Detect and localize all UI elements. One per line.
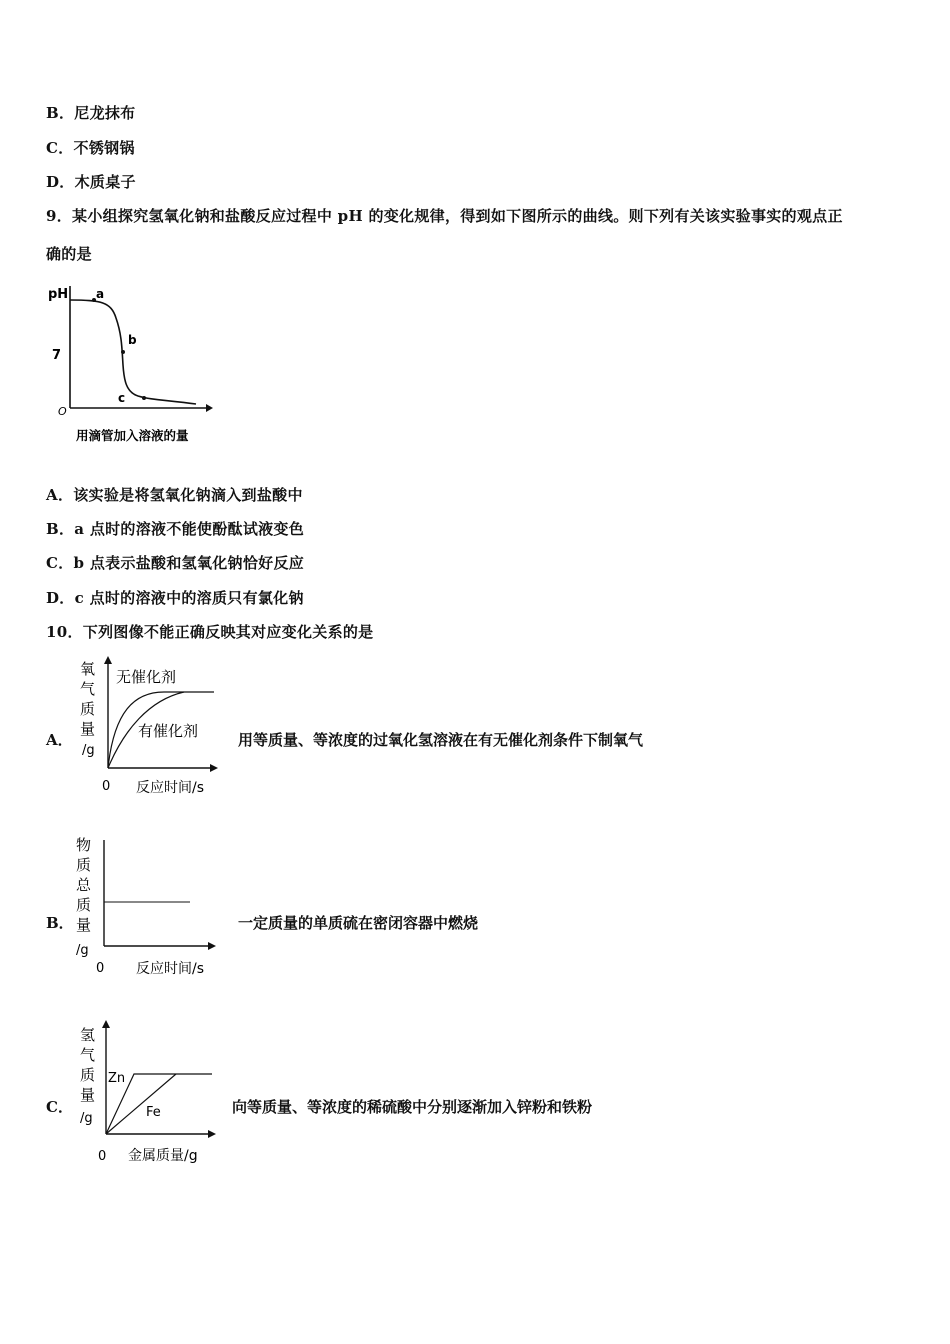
q10-option-c-caption: 向等质量、等浓度的稀硫酸中分别逐渐加入锌粉和铁粉 [232, 1098, 593, 1116]
q10c-series2-label: Fe [146, 1105, 161, 1120]
q10-option-a-label: A． [46, 731, 73, 749]
q9-option-c: C．b 点表示盐酸和氢氧化钠恰好反应 [46, 554, 305, 572]
q10c-origin: 0 [98, 1149, 107, 1164]
q9-point-b-dot [121, 350, 125, 354]
q9-y-tick-7: 7 [52, 348, 62, 363]
q10-option-c-label: C． [46, 1098, 73, 1116]
q10b-y-label-char-1: 物 [76, 836, 92, 854]
q9-option-a: A．该实验是将氢氧化钠滴入到盐酸中 [46, 486, 303, 504]
q10a-x-arrow [210, 764, 218, 772]
q10a-curve2-label: 有催化剂 [138, 722, 199, 740]
q10-option-b-label: B． [46, 914, 74, 932]
q10a-y-label-char-1: 氧 [80, 660, 96, 678]
q10-stem: 10．下列图像不能正确反映其对应变化关系的是 [46, 623, 374, 641]
q10c-series1-label: Zn [108, 1071, 126, 1086]
q10b-y-label-char-3: 总 [76, 876, 92, 894]
q10b-y-label-char-2: 质 [76, 856, 92, 874]
q10c-x-label: 金属质量/g [128, 1148, 198, 1164]
q10-graph-a [74, 652, 224, 800]
q9-label-a: a [96, 287, 105, 301]
q9-y-label: pH [48, 287, 69, 302]
q10b-x-arrow [208, 942, 216, 950]
q10-graph-c [72, 1016, 222, 1166]
option-c-prev: C．不锈钢锅 [46, 139, 135, 157]
q10b-y-label-char-4: 质 [76, 896, 92, 914]
q10c-y-label-char-3: 质 [80, 1066, 96, 1084]
q10c-y-label-char-4: 量 [80, 1086, 96, 1104]
q9-label-c: c [118, 391, 126, 405]
q10a-y-label-char-3: 质 [80, 700, 96, 718]
q9-x-label: 用滴管加入溶液的量 [76, 428, 189, 443]
q10c-y-label-char-2: 气 [80, 1046, 96, 1064]
q9-point-c-dot [142, 396, 146, 400]
q10a-y-label-char-2: 气 [80, 680, 96, 698]
q10-graph-b [72, 830, 222, 980]
q9-stem-line2: 确的是 [46, 245, 92, 263]
q10b-x-label: 反应时间/s [136, 961, 205, 977]
q10c-y-unit: /g [80, 1111, 93, 1126]
q10c-y-arrow [102, 1020, 110, 1028]
q9-label-b: b [128, 333, 137, 347]
q10b-y-label-char-5: 量 [76, 916, 92, 934]
q9-origin: O [58, 405, 67, 418]
q9-option-d: D．c 点时的溶液中的溶质只有氯化钠 [46, 589, 304, 607]
q10-option-b-caption: 一定质量的单质硫在密闭容器中燃烧 [238, 914, 479, 932]
q10a-y-label-char-4: 量 [80, 720, 96, 738]
q9-x-arrow [206, 404, 213, 412]
q10b-y-unit: /g [76, 943, 89, 958]
q9-ph-curve [70, 300, 196, 404]
option-b-prev: B．尼龙抹布 [46, 104, 136, 122]
q10a-curve1-label: 无催化剂 [116, 668, 177, 686]
q10c-y-label-char-1: 氢 [80, 1026, 96, 1044]
q10c-x-arrow [208, 1130, 216, 1138]
q9-option-b: B．a 点时的溶液不能使酚酞试液变色 [46, 520, 305, 538]
q9-stem-line1: 9．某小组探究氢氧化钠和盐酸反应过程中 pH 的变化规律，得到如下图所示的曲线。则下列有关该实验事实的观点正 [46, 207, 843, 225]
option-d-prev: D．木质桌子 [46, 173, 136, 191]
q9-ph-graph [46, 280, 226, 450]
q10a-y-arrow [104, 656, 112, 664]
q10b-origin: 0 [96, 961, 105, 976]
q10a-x-label: 反应时间/s [136, 780, 205, 796]
q10a-y-unit: /g [82, 743, 95, 758]
q10-option-a-caption: 用等质量、等浓度的过氧化氢溶液在有无催化剂条件下制氧气 [238, 731, 644, 749]
q10a-origin: 0 [102, 779, 111, 794]
